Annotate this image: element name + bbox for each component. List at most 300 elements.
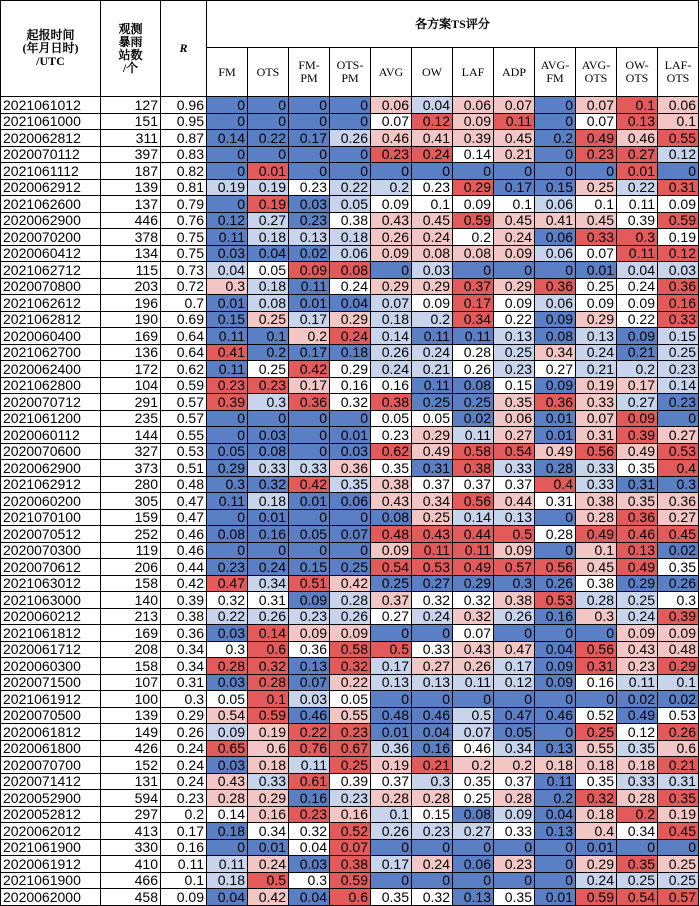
cell-ts-score: 0.6 — [248, 740, 289, 757]
cell-ts-score: 0.35 — [494, 394, 535, 411]
cell-ts-score: 0.18 — [207, 872, 248, 889]
cell-ts-score: 0.13 — [535, 823, 576, 840]
cell-ts-score: 0 — [412, 625, 453, 642]
table-row — [1, 245, 699, 262]
cell-ts-score: 0.05 — [289, 526, 330, 543]
cell-ts-score: 0.33 — [289, 460, 330, 477]
cell-r: 0.34 — [161, 658, 207, 675]
cell-ts-score: 0.32 — [412, 889, 453, 906]
cell-ts-score: 0.08 — [248, 443, 289, 460]
header-scheme — [207, 48, 248, 97]
cell-ts-score: 0.31 — [535, 493, 576, 510]
cell-ts-score: 0.02 — [617, 691, 658, 708]
cell-ts-score: 0.23 — [207, 559, 248, 576]
cell-ts-score: 0.11 — [412, 377, 453, 394]
header-scheme-label: LAF — [461, 64, 485, 79]
cell-ts-score: 0 — [248, 542, 289, 559]
cell-ts-score: 0.3 — [289, 872, 330, 889]
cell-station-count: 119 — [101, 542, 161, 559]
cell-ts-score: 0.22 — [494, 311, 535, 328]
cell-ts-score: 0.27 — [412, 658, 453, 675]
cell-ts-score: 0.39 — [617, 212, 658, 229]
cell-ts-score: 0.05 — [494, 724, 535, 741]
cell-ts-score: 0 — [207, 410, 248, 427]
cell-ts-score: 0.1 — [248, 691, 289, 708]
cell-station-count: 327 — [101, 443, 161, 460]
cell-station-count: 190 — [101, 311, 161, 328]
cell-ts-score: 0.11 — [453, 427, 494, 444]
cell-ts-score: 0.54 — [371, 559, 412, 576]
cell-ts-score: 0 — [371, 872, 412, 889]
cell-ts-score: 0.22 — [617, 311, 658, 328]
cell-ts-score: 0.24 — [330, 278, 371, 295]
table-row — [1, 146, 699, 163]
cell-ts-score: 0 — [658, 163, 699, 180]
cell-ts-score: 0.15 — [535, 179, 576, 196]
cell-ts-score: 0 — [289, 443, 330, 460]
cell-ts-score: 0 — [207, 97, 248, 114]
cell-ts-score: 0.28 — [617, 790, 658, 807]
cell-ts-score: 0 — [412, 691, 453, 708]
cell-ts-score: 0.44 — [494, 493, 535, 510]
cell-ts-score: 0.09 — [289, 262, 330, 279]
cell-ts-score: 0.37 — [494, 773, 535, 790]
cell-r: 0.73 — [161, 262, 207, 279]
cell-ts-score: 0.54 — [494, 443, 535, 460]
cell-ts-score: 0.4 — [658, 460, 699, 477]
table-row — [1, 839, 699, 856]
cell-init-time: 2020070712 — [1, 394, 101, 411]
cell-ts-score: 0.3 — [658, 476, 699, 493]
cell-ts-score: 0 — [330, 410, 371, 427]
cell-init-time: 2020052900 — [1, 790, 101, 807]
cell-ts-score: 0.23 — [412, 823, 453, 840]
cell-ts-score: 0.27 — [248, 212, 289, 229]
cell-ts-score: 0.26 — [371, 229, 412, 246]
cell-ts-score: 0.05 — [207, 691, 248, 708]
cell-ts-score: 0 — [330, 542, 371, 559]
cell-ts-score: 0.21 — [576, 361, 617, 378]
cell-ts-score: 0.22 — [289, 724, 330, 741]
cell-ts-score: 0.34 — [412, 493, 453, 510]
cell-ts-score: 0.1 — [658, 674, 699, 691]
table-row — [1, 757, 699, 774]
cell-ts-score: 0.26 — [535, 575, 576, 592]
cell-ts-score: 0 — [207, 542, 248, 559]
cell-ts-score: 0.56 — [453, 493, 494, 510]
table-body — [1, 97, 699, 906]
cell-ts-score: 0.32 — [330, 394, 371, 411]
cell-ts-score: 0.06 — [535, 196, 576, 213]
cell-ts-score: 0.09 — [453, 196, 494, 213]
cell-ts-score: 0.15 — [289, 559, 330, 576]
cell-station-count: 330 — [101, 839, 161, 856]
cell-ts-score: 0.17 — [494, 658, 535, 675]
cell-station-count: 458 — [101, 889, 161, 906]
table-row — [1, 773, 699, 790]
cell-ts-score: 0.28 — [494, 790, 535, 807]
cell-init-time: 2020071500 — [1, 674, 101, 691]
table-row — [1, 278, 699, 295]
cell-ts-score: 0.09 — [658, 625, 699, 642]
cell-ts-score: 0.57 — [494, 559, 535, 576]
cell-ts-score: 0.01 — [617, 163, 658, 180]
cell-ts-score: 0 — [412, 839, 453, 856]
cell-ts-score: 0.39 — [658, 608, 699, 625]
cell-ts-score: 0.46 — [289, 707, 330, 724]
table-row — [1, 97, 699, 114]
table-row — [1, 509, 699, 526]
cell-ts-score: 0.18 — [576, 757, 617, 774]
cell-ts-score: 0.01 — [576, 262, 617, 279]
cell-ts-score: 0.35 — [617, 460, 658, 477]
cell-ts-score: 0.37 — [453, 278, 494, 295]
header-ts-group-label: 各方案TS评分 — [415, 16, 490, 31]
cell-ts-score: 0.25 — [371, 575, 412, 592]
cell-ts-score: 0.07 — [576, 410, 617, 427]
cell-ts-score: 0.12 — [207, 212, 248, 229]
cell-r: 0.36 — [161, 625, 207, 642]
cell-ts-score: 0.23 — [494, 361, 535, 378]
cell-station-count: 397 — [101, 146, 161, 163]
cell-ts-score: 0.1 — [576, 542, 617, 559]
cell-station-count: 140 — [101, 592, 161, 609]
cell-station-count: 158 — [101, 575, 161, 592]
cell-ts-score: 0.18 — [576, 806, 617, 823]
cell-init-time: 2020062912 — [1, 179, 101, 196]
cell-ts-score: 0.04 — [207, 262, 248, 279]
cell-ts-score: 0.38 — [371, 394, 412, 411]
cell-ts-score: 0.03 — [207, 625, 248, 642]
cell-init-time: 2020070112 — [1, 146, 101, 163]
cell-station-count: 594 — [101, 790, 161, 807]
cell-ts-score: 0.22 — [617, 179, 658, 196]
cell-station-count: 136 — [101, 344, 161, 361]
cell-ts-score: 0.09 — [617, 328, 658, 345]
header-init-time-label: 起报时间 (年月日时) /UTC — [22, 28, 79, 68]
cell-station-count: 134 — [101, 245, 161, 262]
cell-ts-score: 0.06 — [371, 97, 412, 114]
cell-ts-score: 0 — [289, 427, 330, 444]
cell-station-count: 235 — [101, 410, 161, 427]
header-scheme-label: LAF- OTS — [664, 58, 692, 85]
cell-ts-score: 0.19 — [576, 377, 617, 394]
cell-ts-score: 0.12 — [658, 245, 699, 262]
cell-ts-score: 0.04 — [412, 724, 453, 741]
cell-ts-score: 0.13 — [412, 674, 453, 691]
cell-ts-score: 0 — [330, 146, 371, 163]
cell-ts-score: 0 — [535, 163, 576, 180]
cell-ts-score: 0.25 — [453, 394, 494, 411]
cell-ts-score: 0.38 — [576, 493, 617, 510]
table-row — [1, 790, 699, 807]
cell-r: 0.76 — [161, 212, 207, 229]
cell-ts-score: 0 — [248, 113, 289, 130]
header-scheme-label: OTS- PM — [336, 58, 364, 85]
cell-ts-score: 0.01 — [576, 839, 617, 856]
cell-ts-score: 0.07 — [576, 97, 617, 114]
cell-ts-score: 0.16 — [658, 295, 699, 312]
cell-ts-score: 0.49 — [576, 526, 617, 543]
cell-ts-score: 0 — [207, 163, 248, 180]
cell-ts-score: 0.09 — [576, 295, 617, 312]
cell-ts-score: 0.29 — [330, 361, 371, 378]
cell-ts-score: 0.09 — [494, 295, 535, 312]
cell-ts-score: 0 — [207, 196, 248, 213]
cell-ts-score: 0.15 — [207, 311, 248, 328]
cell-ts-score: 0.19 — [658, 229, 699, 246]
cell-ts-score: 0.05 — [248, 262, 289, 279]
cell-ts-score: 0.36 — [535, 394, 576, 411]
cell-ts-score: 0.09 — [371, 196, 412, 213]
cell-r: 0.26 — [161, 724, 207, 741]
cell-init-time: 2021061000 — [1, 113, 101, 130]
cell-ts-score: 0.13 — [494, 328, 535, 345]
cell-ts-score: 0 — [371, 163, 412, 180]
cell-init-time: 2020062812 — [1, 130, 101, 147]
cell-r: 0.38 — [161, 608, 207, 625]
cell-ts-score: 0 — [207, 509, 248, 526]
cell-ts-score: 0.16 — [371, 377, 412, 394]
cell-ts-score: 0.14 — [453, 146, 494, 163]
cell-ts-score: 0.28 — [535, 526, 576, 543]
cell-ts-score: 0.13 — [453, 889, 494, 906]
cell-station-count: 208 — [101, 641, 161, 658]
table-row — [1, 806, 699, 823]
cell-init-time: 2020062900 — [1, 212, 101, 229]
cell-r: 0.09 — [161, 889, 207, 906]
cell-init-time: 2020070612 — [1, 559, 101, 576]
cell-ts-score: 0.31 — [576, 658, 617, 675]
cell-ts-score: 0.09 — [535, 658, 576, 675]
table-row — [1, 608, 699, 625]
cell-ts-score: 0.09 — [658, 196, 699, 213]
cell-ts-score: 0.61 — [289, 773, 330, 790]
cell-ts-score: 0.36 — [535, 278, 576, 295]
cell-ts-score: 0 — [289, 509, 330, 526]
cell-ts-score: 0.41 — [535, 212, 576, 229]
cell-init-time: 2021061112 — [1, 163, 101, 180]
cell-ts-score: 0.21 — [412, 757, 453, 774]
cell-ts-score: 0 — [494, 262, 535, 279]
cell-ts-score: 0.07 — [494, 97, 535, 114]
cell-ts-score: 0.59 — [248, 707, 289, 724]
cell-ts-score: 0.27 — [412, 575, 453, 592]
cell-ts-score: 0.05 — [207, 443, 248, 460]
cell-ts-score: 0.6 — [248, 641, 289, 658]
cell-ts-score: 0.19 — [248, 179, 289, 196]
cell-r: 0.81 — [161, 179, 207, 196]
cell-ts-score: 0.17 — [494, 179, 535, 196]
cell-ts-score: 0 — [494, 691, 535, 708]
cell-ts-score: 0.19 — [371, 757, 412, 774]
table-row — [1, 740, 699, 757]
header-station-count-label: 观测 暴雨 站数 /个 — [118, 21, 143, 75]
cell-ts-score: 0.27 — [617, 146, 658, 163]
cell-ts-score: 0.11 — [289, 757, 330, 774]
cell-r: 0.62 — [161, 361, 207, 378]
cell-ts-score: 0.65 — [207, 740, 248, 757]
cell-ts-score: 0.32 — [412, 592, 453, 609]
cell-station-count: 169 — [101, 328, 161, 345]
cell-ts-score: 0.27 — [535, 361, 576, 378]
cell-ts-score: 0.07 — [330, 839, 371, 856]
cell-ts-score: 0 — [576, 163, 617, 180]
cell-ts-score: 0.6 — [330, 889, 371, 906]
cell-ts-score: 0.03 — [412, 262, 453, 279]
cell-ts-score: 0.09 — [412, 295, 453, 312]
cell-ts-score: 0.32 — [453, 608, 494, 625]
cell-r: 0.57 — [161, 394, 207, 411]
header-init-time — [1, 1, 101, 97]
cell-ts-score: 0.08 — [330, 262, 371, 279]
cell-r: 0.34 — [161, 641, 207, 658]
cell-ts-score: 0.08 — [535, 328, 576, 345]
cell-ts-score: 0 — [412, 163, 453, 180]
cell-ts-score: 0.13 — [535, 740, 576, 757]
cell-ts-score: 0.29 — [207, 460, 248, 477]
cell-ts-score: 0.48 — [658, 641, 699, 658]
cell-ts-score: 0.56 — [535, 559, 576, 576]
cell-ts-score: 0 — [535, 146, 576, 163]
cell-ts-score: 0.36 — [658, 493, 699, 510]
cell-ts-score: 0.37 — [371, 592, 412, 609]
cell-r: 0.47 — [161, 509, 207, 526]
cell-ts-score: 0.09 — [289, 625, 330, 642]
cell-ts-score: 0.17 — [289, 344, 330, 361]
cell-ts-score: 0.52 — [330, 823, 371, 840]
header-scheme — [494, 48, 535, 97]
cell-ts-score: 0.08 — [207, 526, 248, 543]
cell-ts-score: 0.35 — [330, 476, 371, 493]
cell-station-count: 426 — [101, 740, 161, 757]
cell-ts-score: 0 — [453, 872, 494, 889]
header-r-label: R — [179, 41, 188, 55]
cell-ts-score: 0.01 — [330, 427, 371, 444]
cell-ts-score: 0.33 — [576, 229, 617, 246]
cell-r: 0.57 — [161, 410, 207, 427]
cell-ts-score: 0.29 — [330, 311, 371, 328]
cell-ts-score: 0.2 — [248, 344, 289, 361]
cell-ts-score: 0.08 — [453, 377, 494, 394]
cell-ts-score: 0.06 — [535, 245, 576, 262]
cell-ts-score: 0.36 — [617, 509, 658, 526]
cell-ts-score: 0.26 — [330, 130, 371, 147]
cell-ts-score: 0.24 — [412, 344, 453, 361]
cell-ts-score: 0.16 — [248, 526, 289, 543]
cell-ts-score: 0.09 — [494, 806, 535, 823]
cell-ts-score: 0.35 — [371, 889, 412, 906]
cell-ts-score: 0.28 — [330, 592, 371, 609]
cell-ts-score: 0.01 — [248, 163, 289, 180]
cell-ts-score: 0.59 — [453, 212, 494, 229]
cell-ts-score: 0.43 — [371, 212, 412, 229]
cell-ts-score: 0.23 — [576, 146, 617, 163]
cell-ts-score: 0.09 — [535, 674, 576, 691]
cell-ts-score: 0.08 — [453, 806, 494, 823]
cell-ts-score: 0.01 — [535, 889, 576, 906]
cell-init-time: 2021062612 — [1, 295, 101, 312]
cell-ts-score: 0.23 — [658, 394, 699, 411]
cell-ts-score: 0.5 — [453, 707, 494, 724]
cell-ts-score: 0.18 — [330, 344, 371, 361]
cell-init-time: 2020061800 — [1, 740, 101, 757]
cell-ts-score: 0.24 — [248, 856, 289, 873]
cell-ts-score: 0.13 — [494, 509, 535, 526]
header-scheme — [535, 48, 576, 97]
cell-ts-score: 0.23 — [330, 790, 371, 807]
cell-ts-score: 0.49 — [617, 559, 658, 576]
cell-ts-score: 0.23 — [289, 806, 330, 823]
cell-ts-score: 0.58 — [330, 641, 371, 658]
header-scheme — [412, 48, 453, 97]
cell-ts-score: 0.08 — [248, 295, 289, 312]
header-scheme — [289, 48, 330, 97]
cell-ts-score: 0.37 — [412, 476, 453, 493]
cell-ts-score: 0 — [453, 163, 494, 180]
cell-ts-score: 0.36 — [658, 278, 699, 295]
cell-ts-score: 0 — [453, 839, 494, 856]
cell-r: 0.48 — [161, 476, 207, 493]
cell-ts-score: 0.29 — [494, 278, 535, 295]
cell-ts-score: 0 — [494, 163, 535, 180]
cell-station-count: 446 — [101, 212, 161, 229]
cell-ts-score: 0.09 — [494, 542, 535, 559]
cell-ts-score: 0 — [535, 856, 576, 873]
table-row — [1, 658, 699, 675]
cell-ts-score: 0.18 — [371, 311, 412, 328]
cell-ts-score: 0.18 — [248, 493, 289, 510]
cell-ts-score: 0.5 — [248, 872, 289, 889]
cell-ts-score: 0.25 — [248, 311, 289, 328]
cell-station-count: 413 — [101, 823, 161, 840]
cell-ts-score: 0 — [576, 625, 617, 642]
header-scheme-label: AVG — [378, 64, 404, 79]
cell-ts-score: 0.13 — [289, 658, 330, 675]
cell-ts-score: 0.14 — [207, 130, 248, 147]
cell-ts-score: 0.18 — [330, 229, 371, 246]
cell-r: 0.2 — [161, 806, 207, 823]
cell-ts-score: 0.31 — [658, 179, 699, 196]
cell-ts-score: 0.12 — [617, 724, 658, 741]
cell-ts-score: 0.1 — [617, 97, 658, 114]
cell-ts-score: 0.09 — [617, 295, 658, 312]
cell-ts-score: 0.29 — [248, 790, 289, 807]
cell-init-time: 2020060112 — [1, 427, 101, 444]
cell-init-time: 2020062012 — [1, 823, 101, 840]
cell-ts-score: 0 — [371, 262, 412, 279]
cell-ts-score: 0.4 — [535, 476, 576, 493]
cell-ts-score: 0.23 — [371, 146, 412, 163]
cell-ts-score: 0.35 — [658, 559, 699, 576]
cell-ts-score: 0.23 — [412, 179, 453, 196]
cell-ts-score: 0.37 — [371, 773, 412, 790]
cell-ts-score: 0.46 — [453, 740, 494, 757]
cell-init-time: 2020070512 — [1, 526, 101, 543]
cell-ts-score: 0.16 — [330, 806, 371, 823]
cell-ts-score: 0.17 — [371, 658, 412, 675]
cell-ts-score: 0.15 — [658, 328, 699, 345]
cell-ts-score: 0 — [289, 113, 330, 130]
cell-ts-score: 0.1 — [371, 806, 412, 823]
cell-ts-score: 0.43 — [617, 641, 658, 658]
cell-ts-score: 0.49 — [412, 443, 453, 460]
cell-ts-score: 0.26 — [453, 361, 494, 378]
table-row — [1, 443, 699, 460]
cell-ts-score: 0.1 — [412, 196, 453, 213]
cell-ts-score: 0.03 — [658, 262, 699, 279]
cell-init-time: 2020061912 — [1, 856, 101, 873]
